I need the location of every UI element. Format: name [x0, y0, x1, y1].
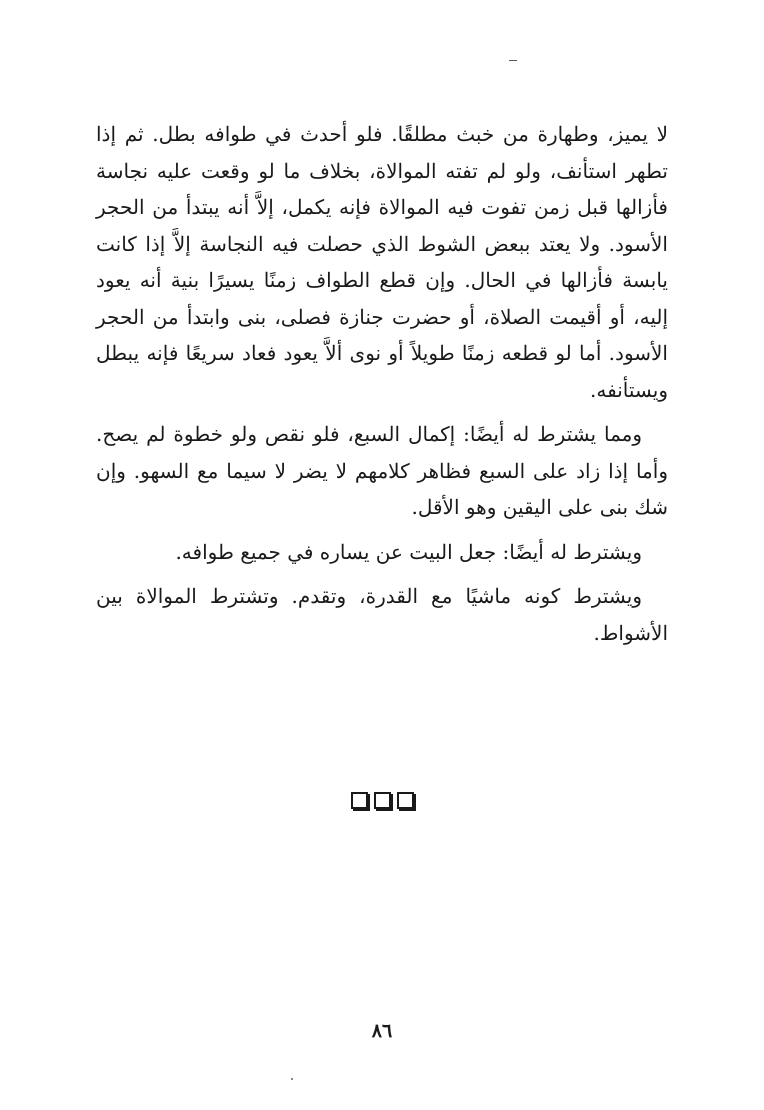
page-top-mark — [509, 60, 517, 61]
square-ornament-icon — [374, 792, 391, 809]
paragraph-3: ويشترط له أيضًا: جعل البيت عن يساره في جميع طوافه. — [175, 539, 642, 564]
paragraph-2: ومما يشترط له أيضًا: إكمال السبع، فلو نقص ولو خطوة لم يصح. وأما إذا زاد على السبع فظاهر كلامهم لا يضر لا سيما مع السهو. وإن شك بنى على اليقين وهو الأقل. — [96, 422, 668, 519]
body-text — [96, 116, 668, 651]
section-divider-ornament — [0, 792, 764, 809]
page-number: ٨٦ — [371, 1020, 393, 1042]
square-ornament-icon — [397, 792, 414, 809]
page-bottom-mark — [291, 1078, 293, 1080]
paragraph-4: ويشترط كونه ماشيًا مع القدرة، وتقدم. وتشترط الموالاة بين الأشواط. — [96, 584, 668, 645]
paragraph-1: لا يميز، وطهارة من خبث مطلقًا. فلو أحدث في طوافه بطل. ثم إذا تطهر استأنف، ولو لم تفته الموالاة، بخلاف ما لو وقعت عليه نجاسة فأزالها قبل زمن تفوت فيه الموالاة فإنه يكمل، إلاَّ أنه يبتدأ من الحجر الأسود. ولا يعتد ببعض الشوط الذي حصلت فيه النجاسة إلاَّ إذا كانت يابسة فأزالها في الحال. وإن قطع الطواف زمنًا يسيرًا بنية أنه يعود إليه، أو أقيمت الصلاة، أو حضرت جنازة فصلى، بنى وابتدأ من الحجر الأسود. أما لو قطعه زمنًا طويلاً أو نوى ألاَّ يعود فعاد سريعًا فإنه يبطل ويستأنفه. — [96, 122, 669, 402]
square-ornament-icon — [351, 792, 368, 809]
